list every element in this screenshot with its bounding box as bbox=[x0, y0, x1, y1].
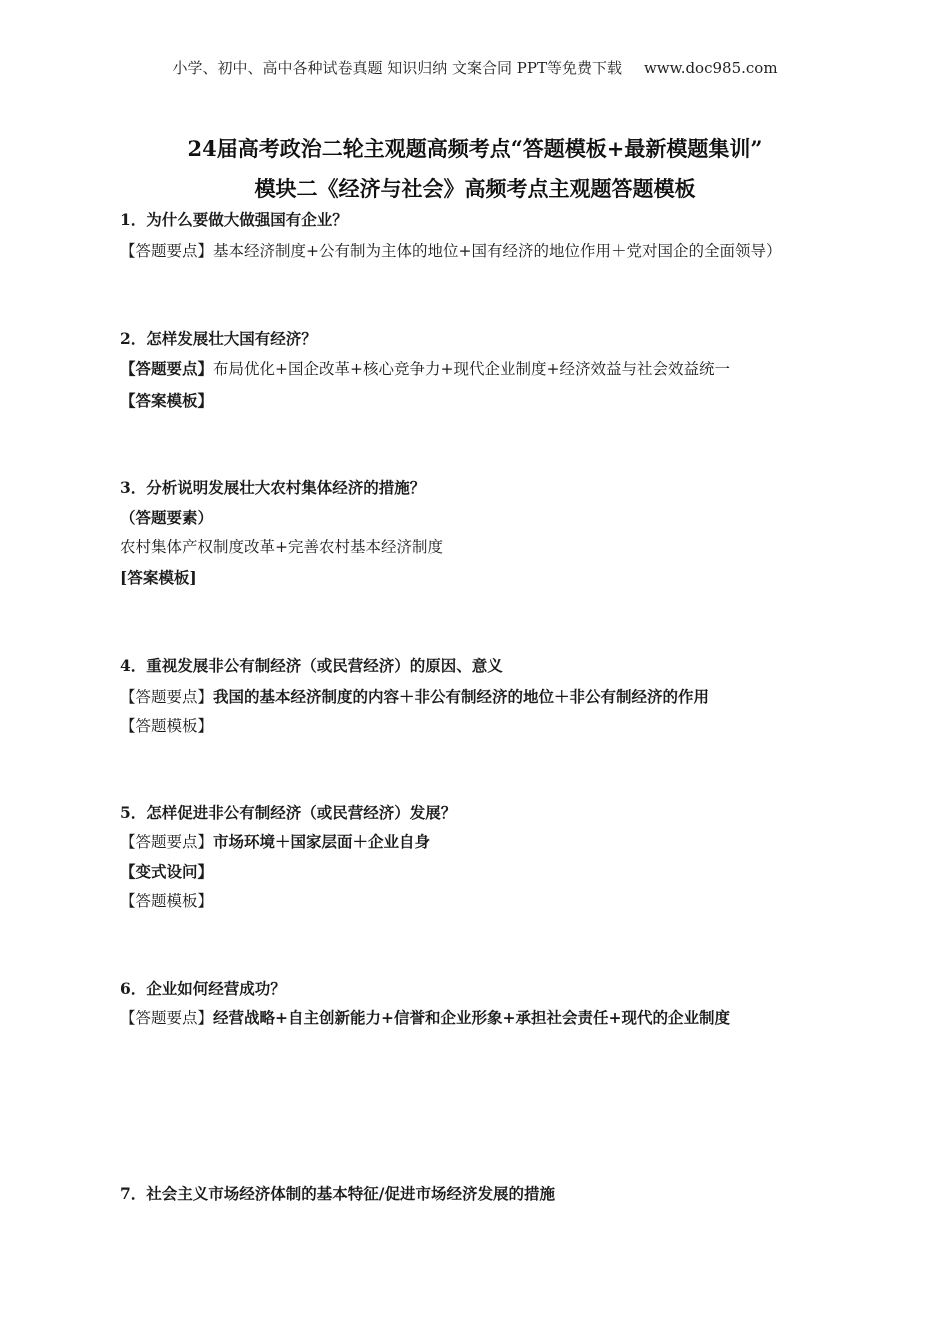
answer-points-label: 【答题要点】 bbox=[120, 242, 214, 260]
answer-template-2: 【答案模板】 bbox=[120, 391, 214, 410]
answer-points-4 bbox=[120, 687, 709, 707]
answer-points-1 bbox=[120, 241, 782, 261]
answer-points-6 bbox=[120, 1008, 730, 1028]
question-6: 6．企业如何经营成功？ bbox=[120, 979, 286, 998]
header-text: 小学、初中、高中各种试卷真题 知识归纳 文案合同 PPT等免费下载 bbox=[172, 59, 622, 77]
answer-points-label: 【答题要点】 bbox=[120, 1009, 214, 1027]
answer-points-text: 市场环境＋国家层面＋企业自身 bbox=[213, 832, 431, 851]
answer-points-text: 基本经济制度+公有制为主体的地位+国有经济的地位作用＋党对国企的全面领导） bbox=[213, 242, 782, 260]
answer-points-5 bbox=[120, 832, 430, 852]
document-title: 24届高考政治二轮主观题高频考点“答题模板+最新模题集训” bbox=[187, 136, 763, 161]
variant-question-5: 【变式设问】 bbox=[120, 862, 214, 881]
answer-points-label: 【答题要点】 bbox=[120, 833, 214, 851]
answer-elements-label-3: （答题要素） bbox=[120, 508, 214, 527]
question-5: 5．怎样促进非公有制经济（或民营经济）发展？ bbox=[120, 803, 457, 822]
answer-points-text: 经营战略+自主创新能力+信誉和企业形象+承担社会责任+现代的企业制度 bbox=[213, 1008, 730, 1027]
answer-points-label: 【答题要点】 bbox=[120, 688, 214, 706]
answer-template-4: 【答题模板】 bbox=[120, 717, 214, 735]
question-7: 7．社会主义市场经济体制的基本特征/促进市场经济发展的措施 bbox=[120, 1184, 555, 1203]
answer-points-label: 【答题要点】 bbox=[120, 359, 214, 378]
question-1: 1．为什么要做大做强国有企业？ bbox=[120, 210, 348, 229]
question-2: 2．怎样发展壮大国有经济？ bbox=[120, 329, 317, 348]
question-4: 4．重视发展非公有制经济（或民营经济）的原因、意义 bbox=[120, 656, 503, 675]
header-site: www.doc985.com bbox=[643, 59, 778, 77]
answer-points-text: 布局优化+国企改革+核心竞争力+现代企业制度+经济效益与社会效益统一 bbox=[213, 360, 730, 378]
answer-template-5: 【答题模板】 bbox=[120, 892, 214, 910]
document-subtitle: 模块二《经济与社会》高频考点主观题答题模板 bbox=[254, 176, 696, 201]
page-header bbox=[0, 57, 950, 78]
answer-points-2 bbox=[120, 359, 730, 379]
question-3: 3．分析说明发展壮大农村集体经济的措施？ bbox=[120, 478, 426, 497]
answer-elements-text-3: 农村集体产权制度改革+完善农村基本经济制度 bbox=[120, 538, 443, 556]
answer-points-text: 我国的基本经济制度的内容＋非公有制经济的地位＋非公有制经济的作用 bbox=[213, 687, 710, 706]
answer-template-3: [答案模板] bbox=[120, 568, 197, 587]
